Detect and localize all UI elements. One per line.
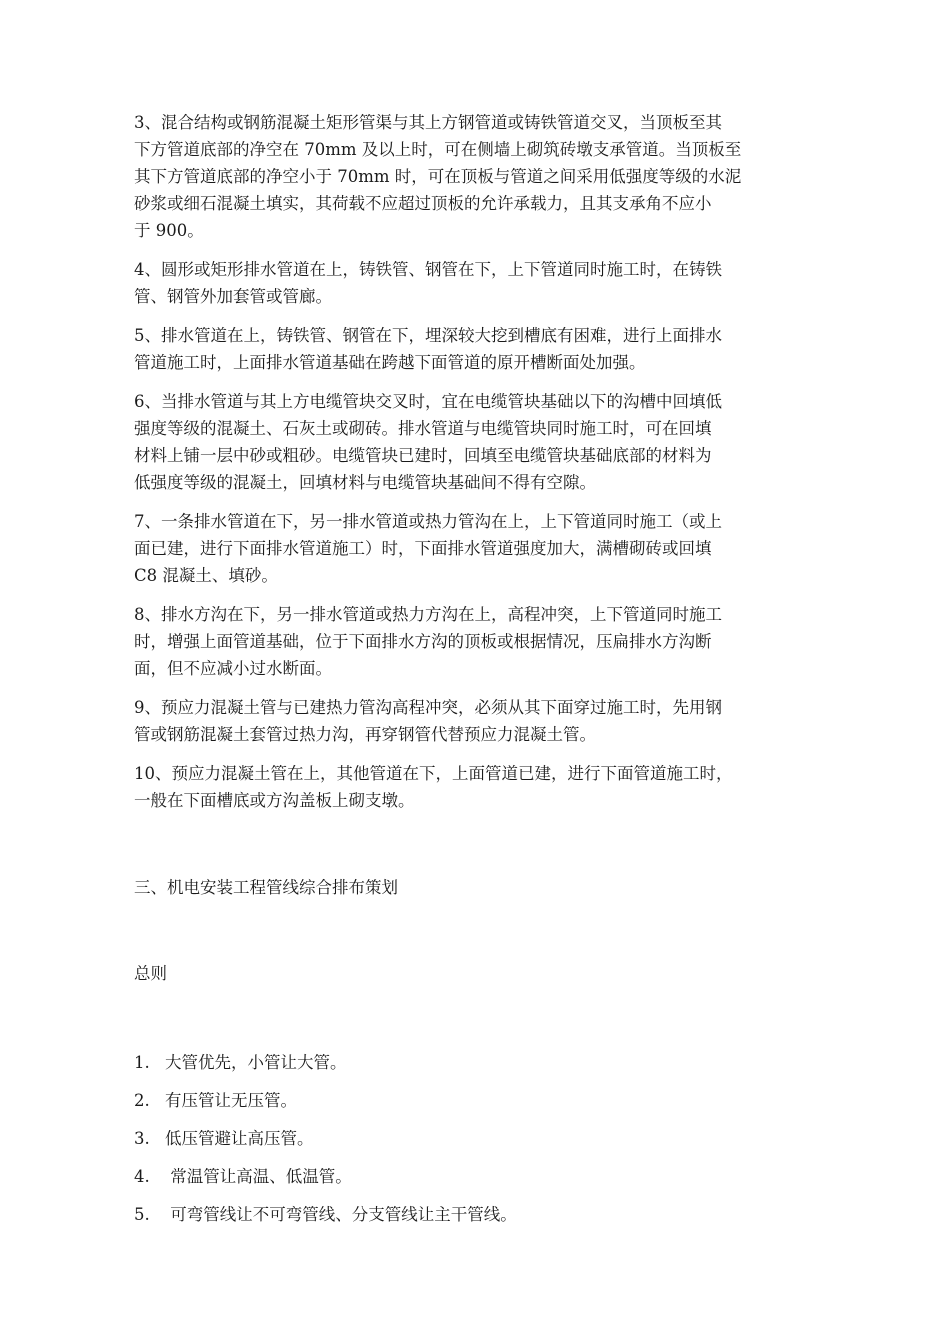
list-item-text: 有压管让无压管。 bbox=[165, 1091, 297, 1110]
paragraph-5: 5、排水管道在上，铸铁管、钢管在下，埋深较大挖到槽底有困难，进行上面排水 管道施工时，上面排水管道基础在跨越下面管道的原开槽断面处加强。 bbox=[134, 326, 722, 372]
paragraph-6: 6、当排水管道与其上方电缆管块交叉时，宜在电缆管块基础以下的沟槽中回填低 强度等级的混凝土、石灰土或砌砖。排水管道与电缆管块同时施工时，可在回填 材料上铺一层中砂或粗砂。电缆管块已建时，回填至电缆管块基础底部的材料为 低强度等级的混凝土，回填材料与电缆管块基础间不得有空隙。 bbox=[134, 392, 722, 492]
list-item-number: 3. bbox=[134, 1129, 150, 1148]
list-item bbox=[134, 1163, 824, 1190]
list-item-number: 2. bbox=[134, 1091, 150, 1110]
paragraph-3: 3、混合结构或钢筋混凝土矩形管渠与其上方钢管道或铸铁管道交叉，当顶板至其 下方管道底部的净空在 70mm 及以上时，可在侧墙上砌筑砖墩支承管道。当顶板至 其下方管道底部的净空小于 70mm 时，可在顶板与管道之间采用低强度等级的水泥 砂浆或细石混凝土填实，其荷载不应超过顶板的允许承载力，且其支承角不应小 于 900。 bbox=[134, 113, 742, 240]
sub-heading: 总则 bbox=[134, 964, 167, 983]
list-item-text: 可弯管线让不可弯管线、分支管线让主干管线。 bbox=[165, 1205, 517, 1224]
list-item-text: 常温管让高温、低温管。 bbox=[165, 1167, 352, 1186]
paragraph-7: 7、一条排水管道在下，另一排水管道或热力管沟在上，上下管道同时施工（或上 面已建，进行下面排水管道施工）时，下面排水管道强度加大，满槽砌砖或回填 C8 混凝土、填砂。 bbox=[134, 512, 722, 585]
section-heading: 三、机电安装工程管线综合排布策划 bbox=[134, 878, 398, 897]
list-item-number: 1. bbox=[134, 1053, 150, 1072]
list-item bbox=[134, 1201, 824, 1228]
list-item bbox=[134, 1087, 824, 1114]
list-item-number: 5. bbox=[134, 1205, 150, 1224]
list-item-text: 低压管避让高压管。 bbox=[165, 1129, 314, 1148]
list-item bbox=[134, 1049, 824, 1076]
paragraph-8: 8、排水方沟在下，另一排水管道或热力方沟在上，高程冲突，上下管道同时施工 时，增强上面管道基础，位于下面排水方沟的顶板或根据情况，压扁排水方沟断 面，但不应减小过水断面。 bbox=[134, 605, 722, 678]
list-item-text: 大管优先，小管让大管。 bbox=[165, 1053, 347, 1072]
paragraph-4: 4、圆形或矩形排水管道在上，铸铁管、钢管在下，上下管道同时施工时，在铸铁 管、钢管外加套管或管廊。 bbox=[134, 260, 722, 306]
paragraph-10: 10、预应力混凝土管在上，其他管道在下，上面管道已建，进行下面管道施工时， 一般在下面槽底或方沟盖板上砌支墩。 bbox=[134, 764, 733, 810]
document-page bbox=[134, 109, 824, 1239]
rules-list bbox=[134, 1049, 824, 1228]
paragraph-9: 9、预应力混凝土管与已建热力管沟高程冲突，必须从其下面穿过施工时，先用钢 管或钢筋混凝土套管过热力沟，再穿钢管代替预应力混凝土管。 bbox=[134, 698, 722, 744]
list-item bbox=[134, 1125, 824, 1152]
list-item-number: 4. bbox=[134, 1167, 150, 1186]
